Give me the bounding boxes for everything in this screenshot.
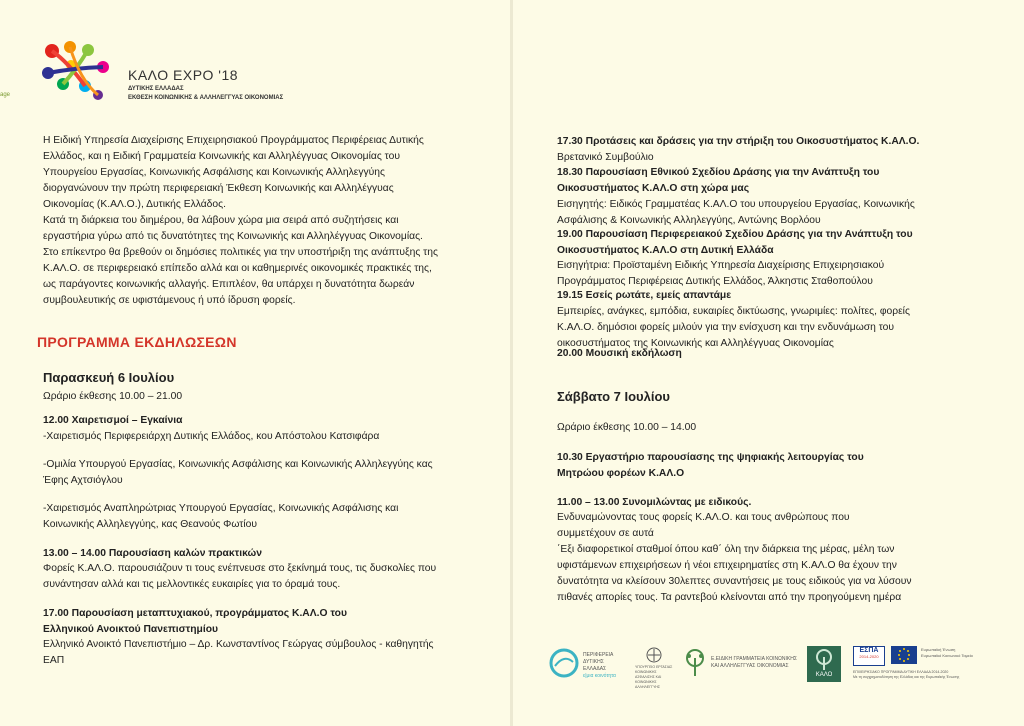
day1-event7-title: 19.15 Εσείς ρωτάτε, εμείς απαντάμε [557, 290, 732, 301]
day1-title: Παρασκευή 6 Ιουλίου [43, 370, 175, 385]
kalo-expo-logo-mark-icon [40, 40, 120, 110]
kalo-logo-icon [807, 646, 841, 682]
day1-event4-title: 17.30 Προτάσεις και δράσεις για την στήριξη του Οικοσυστήματος Κ.ΑΛ.Ο. [557, 136, 920, 147]
day1-event1-greeting-regional: -Χαιρετισμός Περιφερειάρχη Δυτικής Ελλάδος, κου Απόστολου Κατσιφάρα [43, 431, 380, 442]
day1-event5-text: Εισηγητής: Ειδικός Γραμματέας Κ.ΑΛ.Ο του υπουργείου Εργασίας, Κοινωνικής Ασφάλισης & Κοινωνικής Αλληλεγγύης, Αντώνης Βορλόου [557, 199, 915, 226]
logo-subtitle-expo: ΕΚΘΕΣΗ ΚΟΙΝΩΝΙΚΗΣ & ΑΛΛΗΛΕΓΓΥΑΣ ΟΙΚΟΝΟΜΙΑΣ [128, 95, 284, 101]
eu-flag-icon [891, 646, 917, 664]
espa-label: ΕΣΠΑ [859, 647, 879, 654]
day1-event3-title: 17.00 Παρουσίαση μεταπτυχιακού, προγράμματος Κ.ΑΛ.Ο του Ελληνικού Ανοικτού Πανεπιστημίου [43, 608, 347, 635]
op-text [853, 670, 993, 680]
day1-event6-text: Εισηγήτρια: Προϊσταμένη Ειδικής Υπηρεσία Διαχείρισης Επιχειρησιακού Προγράμματος Περιφέρειας Δυτικής Ελλάδος, Άλκηστις Σταθοπούλου [557, 260, 885, 287]
eu-line-1: Ευρωπαϊκή Ένωση [921, 647, 956, 652]
intro-paragraph: Η Ειδική Υπηρεσία Διαχείρισης Επιχειρησιακού Προγράμματος Περιφέρειας Δυτικής Ελλάδος, και η Ειδική Γραμματεία Κοινωνικής και Αλληλέγγυας Οικονομίας του Υπουργείου Εργασίας, Κοινωνικής Ασφάλισης και Κοινωνικής Αλληλεγγύης διοργανώνουν την πρώτη περιφερειακή Έκθεση Κοινωνικής και Αλληλέγγυας Οικονομίας (Κ.ΑΛ.Ο.), Δυτικής Ελλάδος. Κατά τη διάρκεια του διημέρου, θα λάβουν χώρα μια σειρά από συζητήσεις και εργαστήρια γύρω από τις δυνατότητες της Κοινωνικής και Αλληλέγγυας Οικονομίας. Στο επίκεντρο θα βρεθούν οι δημόσιες πολιτικές για την υποστήριξη της ανάπτυξης της Κ.ΑΛ.Ο. σε περιφερειακό επίπεδο αλλά και οι καθημερινές οικονομικές πρακτικές της, ως παράγοντες κοινωνικής αλλαγής. Επιπλέον, θα υπάρχει η δυνατότητα δωρεάν συμβουλευτικής σε υφιστάμενους ή υπό ίδρυση φορείς. [43, 135, 438, 306]
day2-event2-title: 11.00 – 13.00 Συνομιλώντας με ειδικούς. [557, 497, 752, 508]
day2-event2-text: Ενδυναμώνοντας τους φορείς Κ.ΑΛ.Ο. και τους ανθρώπους που συμμετέχουν σε αυτά ΄Εξι διαφορετικοί σταθμοί όπου καθ΄ όλη την διάρκεια της μέρας, μέλη των υφιστάμενων επιχειρήσεων ή νέοι επιχειρηματίες στη Κ.ΑΛ.Ο θα έχουν την δυνατότητα να κλείσουν 30λεπτες συναντήσεις με τους ειδικούς για να λύσουν πιθανές απορίες τους. Τα ραντεβού κλείνονται από την προηγούμενη ημέρα [557, 512, 912, 603]
day1-event3-text: Ελληνικό Ανοικτό Πανεπιστήμιο – Δρ. Κωνσταντίνος Γεώργας σύμβουλος - καθηγητής ΕΑΠ [43, 639, 434, 666]
region-logo-text [583, 652, 616, 680]
day2-event1-title: 10.30 Εργαστήριο παρουσίασης της ψηφιακής λειτουργίας του Μητρώου φορέων Κ.ΑΛ.Ο [557, 452, 864, 479]
region-logo-icon [549, 648, 579, 678]
day2-title: Σάββατο 7 Ιουλίου [557, 389, 670, 404]
day1-event7-text: Εμπειρίες, ανάγκες, εμπόδια, ευκαιρίες δικτύωσης, γνωριμίες: πολίτες, φορείς Κ.ΑΛ.Ο. δημόσιοι φορείς μιλούν για την ενίσχυση και την ενδυνάμωση του οικοσυστήματος της Κοινωνικής και Αλληλέγγυας Οικονομίας [557, 306, 910, 349]
op-line-1: ΕΠΙΧΕΙΡΗΣΙΑΚΟ ΠΡΟΓΡΑΜΜΑ ΔΥΤΙΚΗ ΕΛΛΑΔΑ 2014-2020 [853, 670, 949, 674]
day1-hours: Ωράριο έκθεσης 10.00 – 21.00 [43, 391, 183, 402]
espa-logo [853, 646, 885, 666]
day1-event4-text: Βρετανικό Συμβούλιο [557, 152, 654, 163]
greek-emblem-icon [645, 646, 663, 664]
day1-event6-title: 19.00 Παρουσίαση Περιφερειακού Σχεδίου Δράσης για την Ανάπτυξη του Οικοσυστήματος Κ.ΑΛ.Ο στη Δυτική Ελλάδα [557, 229, 913, 256]
tree-logo-icon [683, 648, 707, 678]
eu-line-2: Ευρωπαϊκό Κοινωνικό Ταμείο [921, 653, 973, 658]
day2-hours: Ωράριο έκθεσης 10.00 – 14.00 [557, 422, 697, 433]
day1-event2-text: Φορείς Κ.ΑΛ.Ο. παρουσιάζουν τι τους ενέπνευσε στο ξεκίνημά τους, τις δυσκολίες που συνάντησαν αλλά και τις μελλοντικές ευκαιρίες για το όραμά τους. [43, 563, 437, 590]
sponsor-logos [549, 640, 989, 689]
day1-event2-title: 13.00 – 14.00 Παρουσίαση καλών πρακτικών [43, 548, 262, 559]
day1-event1-speech-minister: -Ομιλία Υπουργού Εργασίας, Κοινωνικής Ασφάλισης και Κοινωνικής Αλληλεγγύης κας Έφης Αχτσιόγλου [43, 459, 433, 486]
day1-event5-title: 18.30 Παρουσίαση Εθνικού Σχεδίου Δράσης για την Ανάπτυξη του Οικοσυστήματος Κ.ΑΛ.Ο στη χώρα μας [557, 167, 880, 194]
region-tagline: ε|μια κοινότητα [583, 673, 616, 679]
kalo-expo-logo [40, 40, 300, 110]
region-line-1: ΠΕΡΙΦΕΡΕΙΑ [583, 652, 614, 658]
secretariat-line-2: ΚΑΙ ΑΛΛΗΛΕΓΓΥΑΣ ΟΙΚΟΝΟΜΙΑΣ [711, 663, 789, 669]
side-mark: age [0, 92, 11, 98]
op-line-2: Με τη συγχρηματοδότηση της Ελλάδας και της Ευρωπαϊκής Ένωσης [853, 675, 960, 679]
day1-event8-title: 20.00 Μουσική εκδήλωση [557, 348, 682, 359]
logo-subtitle-region: ΔΥΤΙΚΗΣ ΕΛΛΑΔΑΣ [128, 86, 184, 92]
kalo-logo-text: ΚΑΛΟ [815, 672, 833, 678]
region-line-3: ΕΛΛΑΔΑΣ [583, 666, 607, 672]
secretariat-text [711, 656, 797, 670]
region-line-2: ΔΥΤΙΚΗΣ [583, 659, 604, 665]
left-page [0, 0, 511, 726]
espa-years: 2014-2020 [859, 654, 879, 659]
day1-event1-title: 12.00 Χαιρετισμοί – Εγκαίνια [43, 415, 183, 426]
logo-title: ΚΑΛΟ EXPO '18 [128, 67, 239, 83]
program-title: ΠΡΟΓΡΑΜΜΑ ΕΚΔΗΛΩΣΕΩΝ [37, 334, 237, 350]
ministry-text: ΥΠΟΥΡΓΕΙΟ ΕΡΓΑΣΙΑΣ ΚΟΙΝΩΝΙΚΗΣ ΑΣΦΑΛΙΣΗΣ ΚΑΙ ΚΟΙΝΩΝΙΚΗΣ ΑΛΛΗΛΕΓΓΥΗΣ [635, 665, 673, 689]
eu-text [921, 647, 991, 659]
day1-event1-greeting-deputy: -Χαιρετισμός Αναπληρώτριας Υπουργού Εργασίας, Κοινωνικής Ασφάλισης και Κοινωνικής Αλληλεγγύης, κας Θεανούς Φωτίου [43, 503, 399, 530]
secretariat-line-1: Ε.ΕΙΔΙΚΗ ΓΡΑΜΜΑΤΕΙΑ ΚΟΙΝΩΝΙΚΗΣ [711, 656, 797, 662]
right-page [513, 0, 1024, 726]
